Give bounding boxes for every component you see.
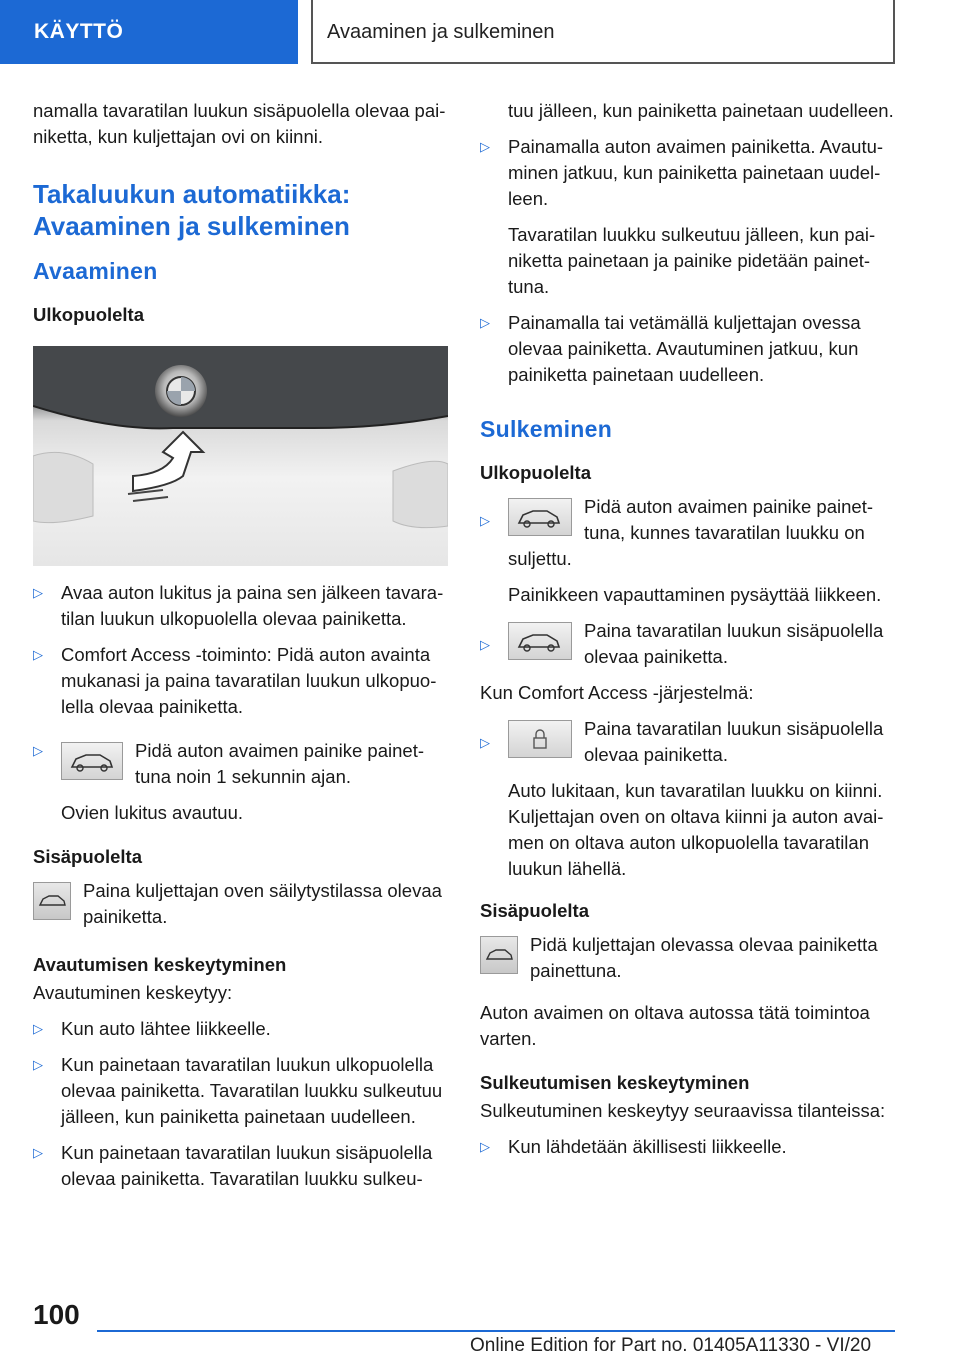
triangle-bullet-icon: ▷ bbox=[480, 735, 490, 750]
triangle-bullet-icon: ▷ bbox=[480, 139, 490, 154]
inside-label: Sisäpuolelta bbox=[33, 846, 142, 867]
key-result-text: Ovien lukitus avautuu. bbox=[61, 802, 244, 823]
triangle-bullet-icon: ▷ bbox=[33, 743, 43, 758]
triangle-bullet-icon: ▷ bbox=[480, 513, 490, 528]
inside-block bbox=[480, 932, 895, 984]
list-item-text: Kun auto lähtee liikkeelle. bbox=[61, 1018, 271, 1039]
inside-text: Paina kuljettajan oven säilytystilassa olevaa painiketta. bbox=[83, 880, 442, 927]
door-tailgate-button-icon bbox=[33, 882, 71, 920]
tailgate-illustration bbox=[33, 346, 448, 566]
door-tailgate-button-icon bbox=[480, 936, 518, 974]
list-item-text: Kun lähdetään äkillisesti liikkeelle. bbox=[508, 1136, 787, 1157]
list-item bbox=[33, 1052, 448, 1130]
edition-text: Online Edition for Part no. 01405A11330 - VI/20 bbox=[470, 1335, 872, 1356]
interrupt-intro: Avautuminen keskeytyy: bbox=[33, 982, 233, 1003]
inside-label: Sisäpuolelta bbox=[480, 900, 589, 921]
list-item-subtext: Auto lukitaan, kun tavaratilan luukku on kiinni. Kuljettajan oven on oltava kiinni ja auton avaimen on oltava auton ulkopuolella tavaratilan luukun lähellä. bbox=[508, 780, 884, 879]
list-item-text: Kun painetaan tavaratilan luukun sisäpuolella olevaa painiketta. Tavaratilan luukku sulkeu- bbox=[61, 1142, 433, 1189]
triangle-bullet-icon: ▷ bbox=[33, 1021, 43, 1036]
section-tab bbox=[0, 0, 298, 64]
heading-open: Avaaminen bbox=[33, 258, 158, 284]
key-tailgate-button-icon bbox=[508, 498, 572, 536]
continued-text: tuu jälleen, kun painiketta painetaan uudelleen. bbox=[508, 100, 894, 121]
triangle-bullet-icon: ▷ bbox=[480, 1139, 490, 1154]
list-item-text: Painamalla auton avaimen painiketta. Avautuminen jatkuu, kun painiketta painetaan uudelleen. bbox=[508, 136, 884, 209]
list-item-subtext: Painikkeen vapauttaminen pysäyttää liikkeen. bbox=[508, 584, 882, 605]
inside-text: Pidä kuljettajan olevassa olevaa painiketta painettuna. bbox=[530, 934, 878, 981]
lock-button-icon bbox=[508, 720, 572, 758]
list-item bbox=[33, 642, 448, 720]
list-item bbox=[480, 618, 895, 670]
triangle-bullet-icon: ▷ bbox=[33, 585, 43, 600]
interrupt-intro: Sulkeutuminen keskeytyy seuraavissa tilanteissa: bbox=[480, 1100, 886, 1121]
tailgate-close-button-icon bbox=[508, 622, 572, 660]
list-item bbox=[33, 1016, 448, 1042]
list-item-text: Pidä auton avaimen painike painettuna noin 1 sekunnin ajan. bbox=[135, 740, 425, 787]
footer-divider bbox=[97, 1330, 895, 1332]
list-item bbox=[480, 310, 895, 388]
main-heading: Takaluukun automatiikka: Avaaminen ja sulkeminen bbox=[33, 179, 351, 241]
left-column bbox=[33, 98, 448, 1202]
heading-close: Sulkeminen bbox=[480, 416, 613, 442]
intro-text: namalla tavaratilan luukun sisäpuolella olevaa painiketta, kun kuljettajan ovi on kiinni. bbox=[33, 100, 446, 147]
list-item bbox=[480, 494, 895, 572]
list-item-text: Paina tavaratilan luukun sisäpuolella olevaa painiketta. bbox=[584, 718, 884, 765]
list-item bbox=[33, 1140, 448, 1192]
list-item bbox=[33, 580, 448, 632]
list-item-text: Paina tavaratilan luukun sisäpuolella olevaa painiketta. bbox=[584, 620, 884, 667]
key-tailgate-button-icon bbox=[61, 742, 123, 780]
comfort-access-label: Kun Comfort Access -järjestelmä: bbox=[480, 682, 754, 703]
section-label: KÄYTTÖ bbox=[34, 20, 124, 43]
list-item-text: Kun painetaan tavaratilan luukun ulkopuolella olevaa painiketta. Tavaratilan luukku sulkeutuu jälleen, kun painiketta painetaan uudelleen. bbox=[61, 1054, 443, 1127]
outside-label: Ulkopuolelta bbox=[33, 304, 145, 325]
arrow-icon bbox=[133, 432, 203, 491]
triangle-bullet-icon: ▷ bbox=[33, 1057, 43, 1072]
list-item-subtext: Tavaratilan luukku sulkeutuu jälleen, kun painiketta painetaan ja painike pidetään painettuna. bbox=[508, 224, 876, 297]
list-item-text: Avaa auton lukitus ja paina sen jälkeen tavaratilan luukun ulkopuolella olevaa painiketta. bbox=[61, 582, 444, 629]
inside-block bbox=[33, 878, 448, 930]
triangle-bullet-icon: ▷ bbox=[33, 647, 43, 662]
tailgate-photo bbox=[33, 346, 448, 566]
list-item-text: Painamalla tai vetämällä kuljettajan ovessa olevaa painiketta. Avautuminen jatkuu, kun painiketta painetaan uudelleen. bbox=[508, 312, 861, 385]
list-item bbox=[480, 1134, 895, 1160]
list-item bbox=[33, 738, 448, 790]
right-column bbox=[480, 98, 895, 1170]
page-title: Avaaminen ja sulkeminen bbox=[327, 21, 555, 43]
list-item-text: Comfort Access -toiminto: Pidä auton avainta mukanasi ja paina tavaratilan luukun ulkopuolella olevaa painiketta. bbox=[61, 644, 437, 717]
list-item bbox=[480, 716, 895, 768]
key-note: Auton avaimen on oltava autossa tätä toimintoa varten. bbox=[480, 1002, 870, 1049]
triangle-bullet-icon: ▷ bbox=[480, 637, 490, 652]
interrupt-heading: Sulkeutumisen keskeytyminen bbox=[480, 1072, 750, 1093]
triangle-bullet-icon: ▷ bbox=[480, 315, 490, 330]
outside-label: Ulkopuolelta bbox=[480, 462, 592, 483]
page-title-bar bbox=[311, 0, 895, 64]
list-item bbox=[480, 134, 895, 212]
page-number: 100 bbox=[33, 1299, 80, 1330]
interrupt-heading: Avautumisen keskeytyminen bbox=[33, 954, 287, 975]
list-item-text: Pidä auton avaimen painike painettuna, kunnes tavaratilan luukku on suljettu. bbox=[508, 496, 874, 569]
triangle-bullet-icon: ▷ bbox=[33, 1145, 43, 1160]
